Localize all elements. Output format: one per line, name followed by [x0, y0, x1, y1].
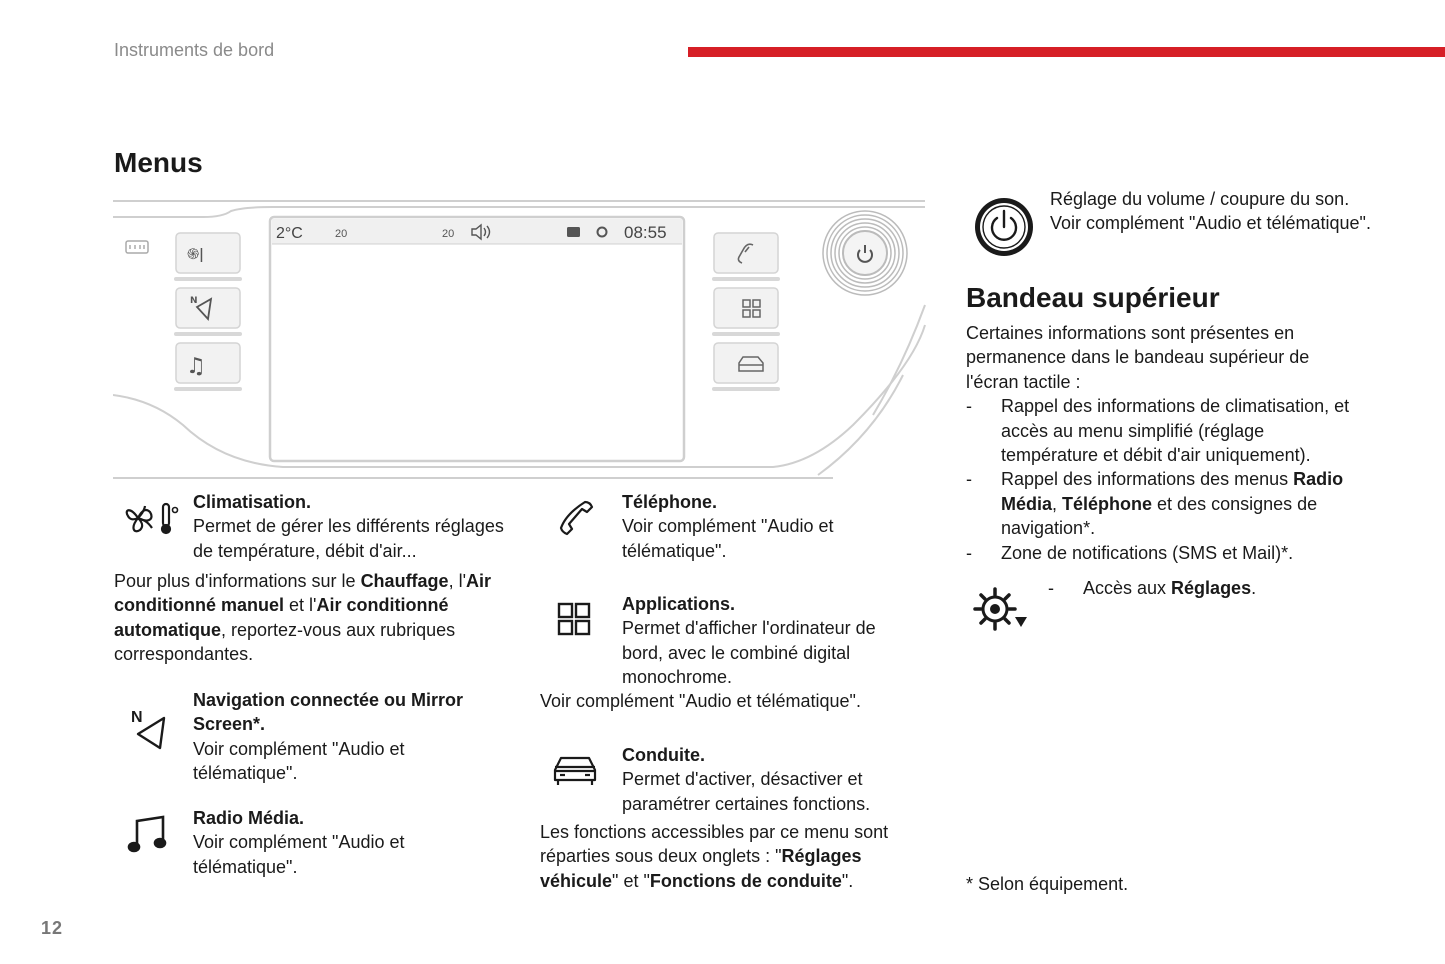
navigation-title: Navigation connectée ou Mirror Screen*. — [193, 690, 464, 735]
svg-text:N: N — [190, 296, 198, 306]
telephone-title: Téléphone. — [622, 492, 718, 512]
bandeau-item-1: - Rappel des informations de climatisation, et accès au menu simplifié (réglage température et débit d'air uniquement). — [966, 394, 1361, 467]
page-number: 12 — [41, 918, 64, 938]
bandeau-item-2: - Rappel des informations des menus Radio Média, Téléphone et des consignes de navigation*. — [966, 467, 1361, 540]
radio-text: Voir complément "Audio et télématique". — [193, 832, 405, 877]
radio-title: Radio Média. — [193, 808, 305, 828]
defrost-icon — [126, 241, 148, 253]
settings-gear-icon — [972, 587, 1030, 631]
radio-button-icon: ♫ — [186, 354, 206, 379]
navigation-icon — [128, 704, 170, 752]
navigation-text: Voir complément "Audio et télématique". — [193, 738, 405, 784]
volume-text: Réglage du volume / coupure du son. Voir complément "Audio et télématique". — [1050, 189, 1371, 234]
climatisation-more: Pour plus d'informations sur le Chauffage, l'Air conditionné manuel et l'Air conditionné automatique, reportez-vous aux rubriques correspondantes. — [114, 571, 492, 665]
header-accent-bar — [688, 47, 1445, 57]
conduite-text: Permet d'activer, désactiver et paramétrer certaines fonctions. — [622, 769, 871, 814]
car-icon — [552, 750, 598, 788]
climatisation-title: Climatisation. — [193, 492, 312, 512]
footnote: * Selon équipement. — [966, 874, 1129, 894]
conduite-extra: Les fonctions accessibles par ce menu sont réparties sous deux onglets : "Réglages véhicule" et "Fonctions de conduite". — [540, 822, 889, 891]
applications-text: Permet d'afficher l'ordinateur de bord, avec le combiné digital monochrome. — [622, 618, 876, 688]
bandeau-title: Bandeau supérieur — [966, 282, 1220, 313]
power-icon — [973, 196, 1035, 258]
bandeau-intro: Certaines informations sont présentes en permanence dans le bandeau supérieur de l'écran tactile : — [966, 323, 1310, 392]
phone-icon — [554, 498, 596, 540]
screen-temperature: 2°C — [276, 225, 303, 242]
dashboard-illustration — [113, 195, 928, 487]
svg-text:N: N — [131, 709, 143, 726]
climate-button-icon: ֍ǀ — [187, 245, 204, 263]
telephone-text: Voir complément "Audio et télématique". — [622, 516, 834, 561]
applications-title: Applications. — [622, 594, 736, 614]
applications-extra: Voir complément "Audio et télématique". — [540, 691, 861, 711]
climatisation-text: Permet de gérer les différents réglages de température, débit d'air... — [193, 516, 504, 561]
music-note-icon — [127, 815, 169, 855]
section-header: Instruments de bord — [114, 40, 275, 60]
notification-icon — [567, 227, 580, 237]
bandeau-item-3: - Zone de notifications (SMS et Mail)*. — [966, 541, 1361, 565]
screen-left-fan: 20 — [335, 228, 348, 240]
apps-grid-icon — [557, 602, 593, 638]
right-button-column — [714, 233, 778, 383]
settings-text: Accès aux Réglages. — [1083, 578, 1257, 598]
screen-right-fan: 20 — [442, 228, 455, 240]
fan-thermometer-icon — [120, 498, 180, 538]
menus-title: Menus — [114, 147, 203, 178]
conduite-title: Conduite. — [622, 745, 705, 765]
settings-dash: - — [1048, 578, 1054, 598]
touchscreen — [270, 217, 684, 461]
bandeau-list — [966, 394, 1361, 565]
screen-clock: 08:55 — [624, 223, 667, 242]
